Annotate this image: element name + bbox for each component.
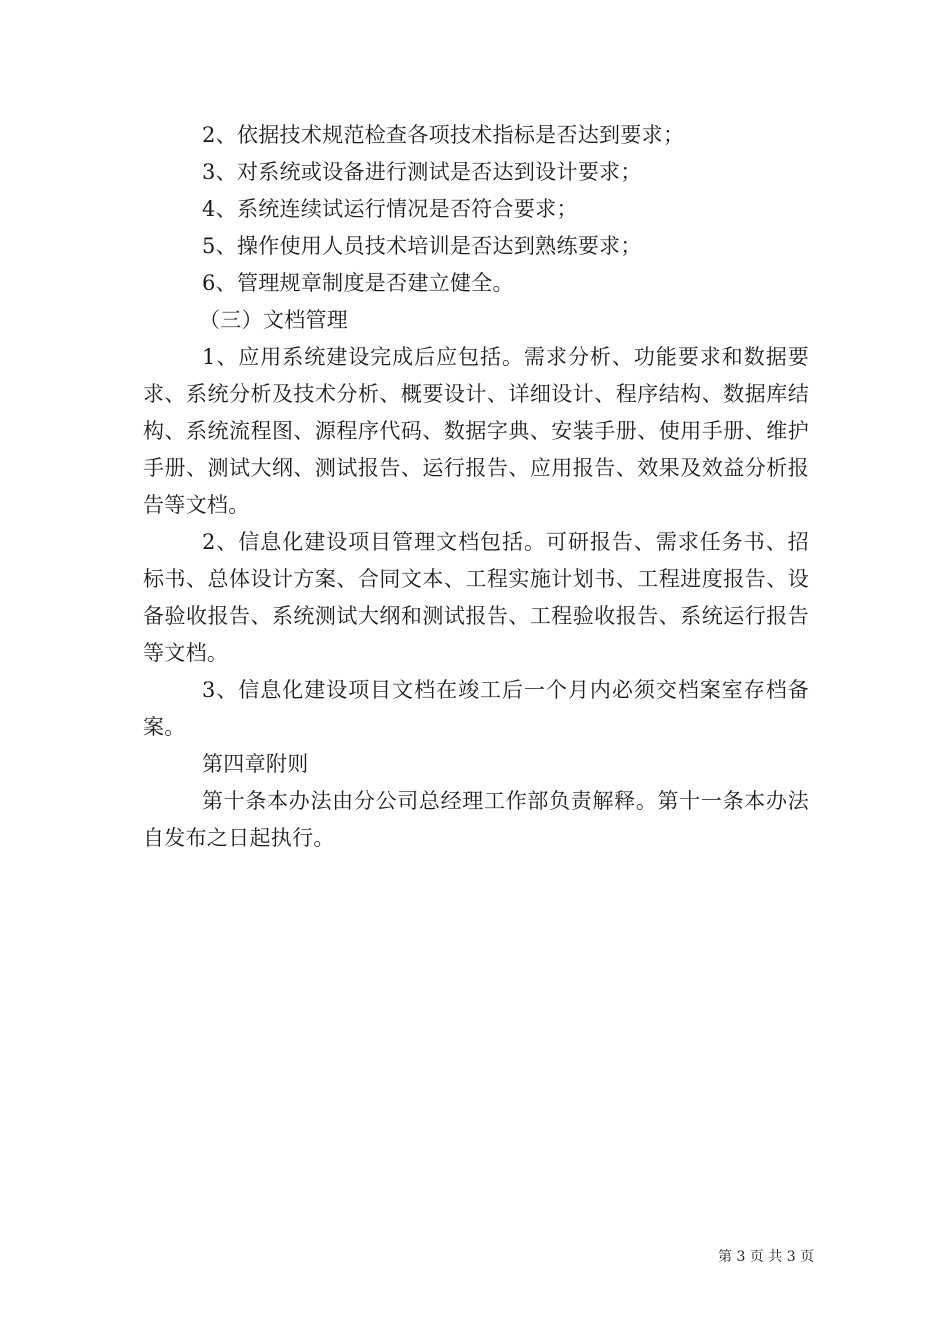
list-item-5: 5、操作使用人员技术培训是否达到熟练要求； <box>202 234 642 258</box>
paragraph-1: 1、应用系统建设完成后应包括。需求分析、功能要求和数据要求、系统分析及技术分析、概要设计、详细设计、程序结构、数据库结构、系统流程图、源程序代码、数据字典、安装手册、使用手册、维护手册、测试大纲、测试报告、运行报告、应用报告、效果及效益分析报告等文档。 <box>143 345 809 517</box>
document-body <box>143 117 809 857</box>
page-number-footer: 第 3 页 共 3 页 <box>718 1249 815 1265</box>
list-item-2: 2、依据技术规范检查各项技术指标是否达到要求； <box>202 123 685 147</box>
list-item-3: 3、对系统或设备进行测试是否达到设计要求； <box>202 160 642 184</box>
paragraph-2: 2、信息化建设项目管理文档包括。可研报告、需求任务书、招标书、总体设计方案、合同文本、工程实施计划书、工程进度报告、设备验收报告、系统测试大纲和测试报告、工程验收报告、系统运行报告等文档。 <box>143 530 809 665</box>
list-item-6: 6、管理规章制度是否建立健全。 <box>202 271 514 295</box>
closing-paragraph: 第十条本办法由分公司总经理工作部负责解释。第十一条本办法自发布之日起执行。 <box>143 789 809 850</box>
list-item-4: 4、系统连续试运行情况是否符合要求； <box>202 197 578 221</box>
chapter-heading: 第四章附则 <box>202 752 309 776</box>
paragraph-3: 3、信息化建设项目文档在竣工后一个月内必须交档案室存档备案。 <box>143 678 809 739</box>
section-heading: （三）文档管理 <box>199 308 349 332</box>
